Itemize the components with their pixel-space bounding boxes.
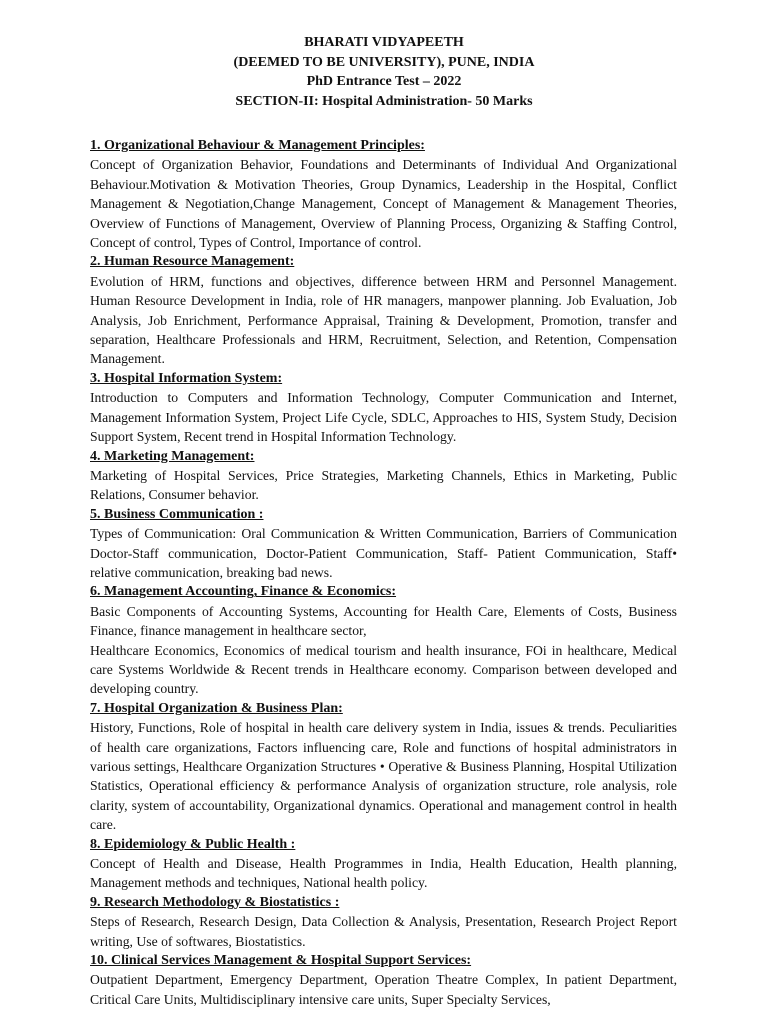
university-name: BHARATI VIDYAPEETH — [304, 35, 464, 50]
section-heading-3: 3. Hospital Information System: — [90, 370, 283, 386]
section-body-1: Concept of Organization Behavior, Foundations and Determinants of Individual And Organizational Behaviour.Motivation & Motivation Theories, Group Dynamics, Leadership in the Hospital, Conflict Management & Negotiation,Change Management, Concept of Management & Management Theories, Overview of Functions of Management, Overview of Planning Process, Organizing & Staffing Control, Concept of control, Types of Control, Importance of control. — [90, 157, 677, 251]
section-heading-10: 10. Clinical Services Management & Hospital Support Services: — [90, 953, 472, 969]
section-body-7: History, Functions, Role of hospital in health care delivery system in India, issues & trends. Peculiarities of health care organizations, Factors influencing care, Role and functions of hospital administrators in various settings, Healthcare Organization Structures • Operative & Business Planning, Hospital Utilization Statistics, Operational efficiency & performance Analysis of organization structure, role analysis, role clarity, system of accountability, Organizational dynamics. Operational and management control in health care. — [90, 720, 677, 833]
section-body-9: Steps of Research, Research Design, Data Collection & Analysis, Presentation, Research Project Report writing, Use of softwares, Biostatistics. — [90, 914, 677, 949]
syllabus-content — [90, 136, 677, 1009]
test-title: PhD Entrance Test – 2022 — [306, 74, 462, 89]
section-heading-2: 2. Human Resource Management: — [90, 254, 295, 270]
section-heading-7: 7. Hospital Organization & Business Plan: — [90, 700, 343, 716]
section-title: SECTION-II: Hospital Administration- 50 Marks — [235, 93, 533, 109]
section-heading-6: 6. Management Accounting, Finance & Economics: — [90, 584, 397, 600]
section-body-4: Marketing of Hospital Services, Price Strategies, Marketing Channels, Ethics in Marketing, Public Relations, Consumer behavior. — [90, 467, 677, 503]
section-body-6-part-2: Healthcare Economics, Economics of medical tourism and health insurance, FOi in healthcare, Medical care Systems Worldwide & Recent trends in Healthcare economy. Comparison between developed and developing country. — [90, 642, 677, 697]
section-body-10: Outpatient Department, Emergency Department, Operation Theatre Complex, In patient Department, Critical Care Units, Multidisciplinary intensive care units, Super Specialty Services, — [90, 972, 677, 1007]
section-body-5: Types of Communication: Oral Communication & Written Communication, Barriers of Communication Doctor-Staff communication, Doctor-Patient Communication, Staff- Patient Communication, Staff• relative communication, breaking bad news. — [90, 526, 677, 580]
section-heading-8: 8. Epidemiology & Public Health : — [90, 836, 296, 852]
section-heading-4: 4. Marketing Management: — [90, 448, 255, 464]
section-body-6: Basic Components of Accounting Systems, Accounting for Health Care, Elements of Costs, Business Finance, finance management in healthcare sector, — [90, 603, 677, 639]
document-header — [0, 33, 768, 111]
section-heading-1: 1. Organizational Behaviour & Management Principles: — [90, 138, 425, 153]
section-heading-9: 9. Research Methodology & Biostatistics : — [90, 894, 340, 910]
section-body-3: Introduction to Computers and Information Technology, Computer Communication and Internet, Management Information System, Project Life Cycle, SDLC, Approaches to HIS, System Study, Decision Support System, Recent trend in Hospital Information Technology. — [90, 390, 677, 445]
section-body-8: Concept of Health and Disease, Health Programmes in India, Health Education, Health planning, Management methods and techniques, National health policy. — [90, 856, 677, 891]
section-heading-5: 5. Business Communication : — [90, 506, 264, 522]
section-body-2: Evolution of HRM, functions and objectives, difference between HRM and Personnel Management. Human Resource Development in India, role of HR managers, manpower planning. Job Evaluation, Job Analysis, Job Enrichment, Performance Appraisal, Training & Development, Promotion, transfer and separation, Healthcare Professionals and HRM, Recruitment, Selection, and Retention, Compensation Management. — [90, 273, 677, 367]
university-status: (DEEMED TO BE UNIVERSITY), PUNE, INDIA — [233, 54, 535, 70]
